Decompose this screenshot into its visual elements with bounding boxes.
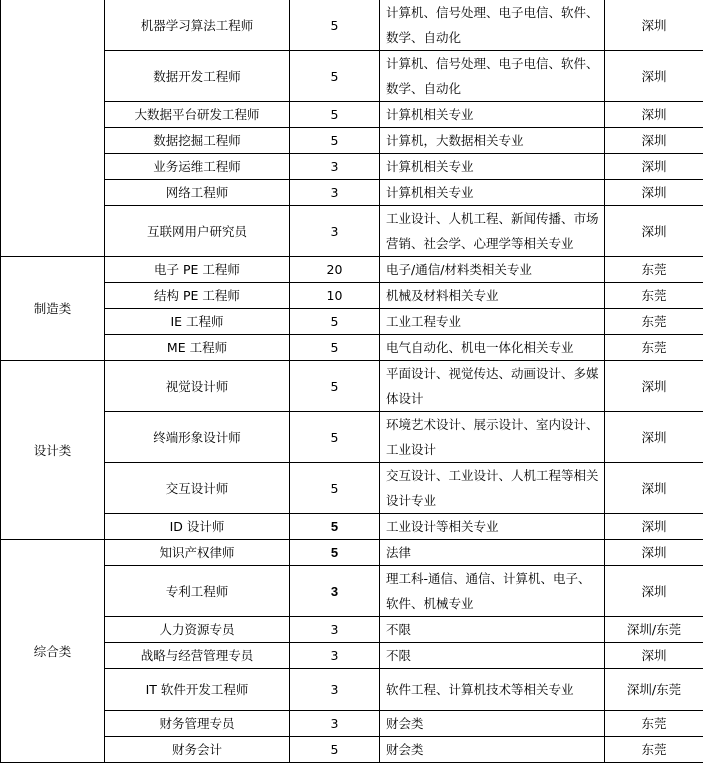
major-cell: 工业设计等相关专业 bbox=[380, 514, 605, 540]
location-cell: 深圳 bbox=[605, 540, 703, 566]
table-row bbox=[1, 102, 703, 128]
position-cell: ME 工程师 bbox=[105, 335, 290, 361]
major-cell: 不限 bbox=[380, 643, 605, 669]
location-cell: 深圳 bbox=[605, 463, 703, 514]
table-row bbox=[1, 154, 703, 180]
location-cell: 深圳 bbox=[605, 128, 703, 154]
location-cell: 深圳 bbox=[605, 180, 703, 206]
major-cell: 计算机、信号处理、电子电信、软件、数学、自动化 bbox=[380, 51, 605, 102]
major-cell: 平面设计、视觉传达、动画设计、多媒体设计 bbox=[380, 361, 605, 412]
major-cell: 机械及材料相关专业 bbox=[380, 283, 605, 309]
count-cell: 5 bbox=[290, 51, 380, 102]
major-cell: 计算机、信号处理、电子电信、软件、数学、自动化 bbox=[380, 0, 605, 51]
count-cell: 3 bbox=[290, 711, 380, 737]
location-cell: 深圳 bbox=[605, 412, 703, 463]
major-cell: 法律 bbox=[380, 540, 605, 566]
location-cell: 深圳 bbox=[605, 154, 703, 180]
category-cell: 综合类 bbox=[1, 540, 105, 763]
table-row bbox=[1, 463, 703, 514]
count-cell: 3 bbox=[290, 566, 380, 617]
major-cell: 计算机相关专业 bbox=[380, 102, 605, 128]
table-row bbox=[1, 180, 703, 206]
location-cell: 深圳 bbox=[605, 51, 703, 102]
count-cell: 5 bbox=[290, 335, 380, 361]
count-cell: 5 bbox=[290, 361, 380, 412]
table-row bbox=[1, 566, 703, 617]
position-cell: 结构 PE 工程师 bbox=[105, 283, 290, 309]
major-cell: 不限 bbox=[380, 617, 605, 643]
count-cell: 3 bbox=[290, 154, 380, 180]
location-cell: 东莞 bbox=[605, 257, 703, 283]
category-cell: 制造类 bbox=[1, 257, 105, 361]
position-cell: 数据开发工程师 bbox=[105, 51, 290, 102]
count-cell: 5 bbox=[290, 128, 380, 154]
count-cell: 3 bbox=[290, 617, 380, 643]
major-cell: 计算机相关专业 bbox=[380, 180, 605, 206]
position-cell: 财务管理专员 bbox=[105, 711, 290, 737]
location-cell: 深圳 bbox=[605, 566, 703, 617]
location-cell: 东莞 bbox=[605, 283, 703, 309]
major-cell: 交互设计、工业设计、人机工程等相关设计专业 bbox=[380, 463, 605, 514]
table-row bbox=[1, 643, 703, 669]
table-row bbox=[1, 361, 703, 412]
category-cell bbox=[1, 0, 105, 257]
table-row bbox=[1, 711, 703, 737]
location-cell: 深圳 bbox=[605, 102, 703, 128]
table-row bbox=[1, 514, 703, 540]
major-cell: 软件工程、计算机技术等相关专业 bbox=[380, 669, 605, 711]
count-cell: 5 bbox=[290, 514, 380, 540]
position-cell: ID 设计师 bbox=[105, 514, 290, 540]
position-cell: 网络工程师 bbox=[105, 180, 290, 206]
location-cell: 东莞 bbox=[605, 737, 703, 763]
location-cell: 东莞 bbox=[605, 711, 703, 737]
major-cell: 工业设计、人机工程、新闻传播、市场营销、社会学、心理学等相关专业 bbox=[380, 206, 605, 257]
table-row bbox=[1, 51, 703, 102]
major-cell: 理工科-通信、通信、计算机、电子、软件、机械专业 bbox=[380, 566, 605, 617]
table-row bbox=[1, 540, 703, 566]
count-cell: 5 bbox=[290, 463, 380, 514]
position-cell: 视觉设计师 bbox=[105, 361, 290, 412]
location-cell: 深圳 bbox=[605, 643, 703, 669]
position-cell: IT 软件开发工程师 bbox=[105, 669, 290, 711]
count-cell: 5 bbox=[290, 0, 380, 51]
position-cell: 机器学习算法工程师 bbox=[105, 0, 290, 51]
major-cell: 环境艺术设计、展示设计、室内设计、工业设计 bbox=[380, 412, 605, 463]
count-cell: 5 bbox=[290, 309, 380, 335]
category-cell: 设计类 bbox=[1, 361, 105, 540]
location-cell: 深圳/东莞 bbox=[605, 617, 703, 643]
table-row bbox=[1, 0, 703, 51]
count-cell: 3 bbox=[290, 643, 380, 669]
major-cell: 计算机，大数据相关专业 bbox=[380, 128, 605, 154]
count-cell: 5 bbox=[290, 412, 380, 463]
table-row bbox=[1, 737, 703, 763]
table-row bbox=[1, 309, 703, 335]
position-cell: 战略与经营管理专员 bbox=[105, 643, 290, 669]
location-cell: 东莞 bbox=[605, 309, 703, 335]
count-cell: 20 bbox=[290, 257, 380, 283]
position-cell: 财务会计 bbox=[105, 737, 290, 763]
count-cell: 5 bbox=[290, 102, 380, 128]
location-cell: 东莞 bbox=[605, 335, 703, 361]
count-cell: 3 bbox=[290, 669, 380, 711]
position-cell: 互联网用户研究员 bbox=[105, 206, 290, 257]
table-row bbox=[1, 206, 703, 257]
table-row bbox=[1, 128, 703, 154]
table-row bbox=[1, 617, 703, 643]
location-cell: 深圳 bbox=[605, 361, 703, 412]
major-cell: 电气自动化、机电一体化相关专业 bbox=[380, 335, 605, 361]
count-cell: 5 bbox=[290, 737, 380, 763]
position-cell: 专利工程师 bbox=[105, 566, 290, 617]
position-cell: 电子 PE 工程师 bbox=[105, 257, 290, 283]
position-cell: 大数据平台研发工程师 bbox=[105, 102, 290, 128]
count-cell: 10 bbox=[290, 283, 380, 309]
table-row bbox=[1, 412, 703, 463]
table-row bbox=[1, 283, 703, 309]
count-cell: 3 bbox=[290, 180, 380, 206]
count-cell: 5 bbox=[290, 540, 380, 566]
location-cell: 深圳 bbox=[605, 206, 703, 257]
table-row bbox=[1, 257, 703, 283]
major-cell: 财会类 bbox=[380, 711, 605, 737]
position-cell: 终端形象设计师 bbox=[105, 412, 290, 463]
location-cell: 深圳 bbox=[605, 514, 703, 540]
major-cell: 电子/通信/材料类相关专业 bbox=[380, 257, 605, 283]
location-cell: 深圳 bbox=[605, 0, 703, 51]
table-row bbox=[1, 669, 703, 711]
position-cell: 数据挖掘工程师 bbox=[105, 128, 290, 154]
position-cell: 知识产权律师 bbox=[105, 540, 290, 566]
location-cell: 深圳/东莞 bbox=[605, 669, 703, 711]
count-cell: 3 bbox=[290, 206, 380, 257]
position-cell: IE 工程师 bbox=[105, 309, 290, 335]
table-row bbox=[1, 335, 703, 361]
position-cell: 人力资源专员 bbox=[105, 617, 290, 643]
major-cell: 计算机相关专业 bbox=[380, 154, 605, 180]
position-cell: 业务运维工程师 bbox=[105, 154, 290, 180]
major-cell: 财会类 bbox=[380, 737, 605, 763]
position-cell: 交互设计师 bbox=[105, 463, 290, 514]
major-cell: 工业工程专业 bbox=[380, 309, 605, 335]
